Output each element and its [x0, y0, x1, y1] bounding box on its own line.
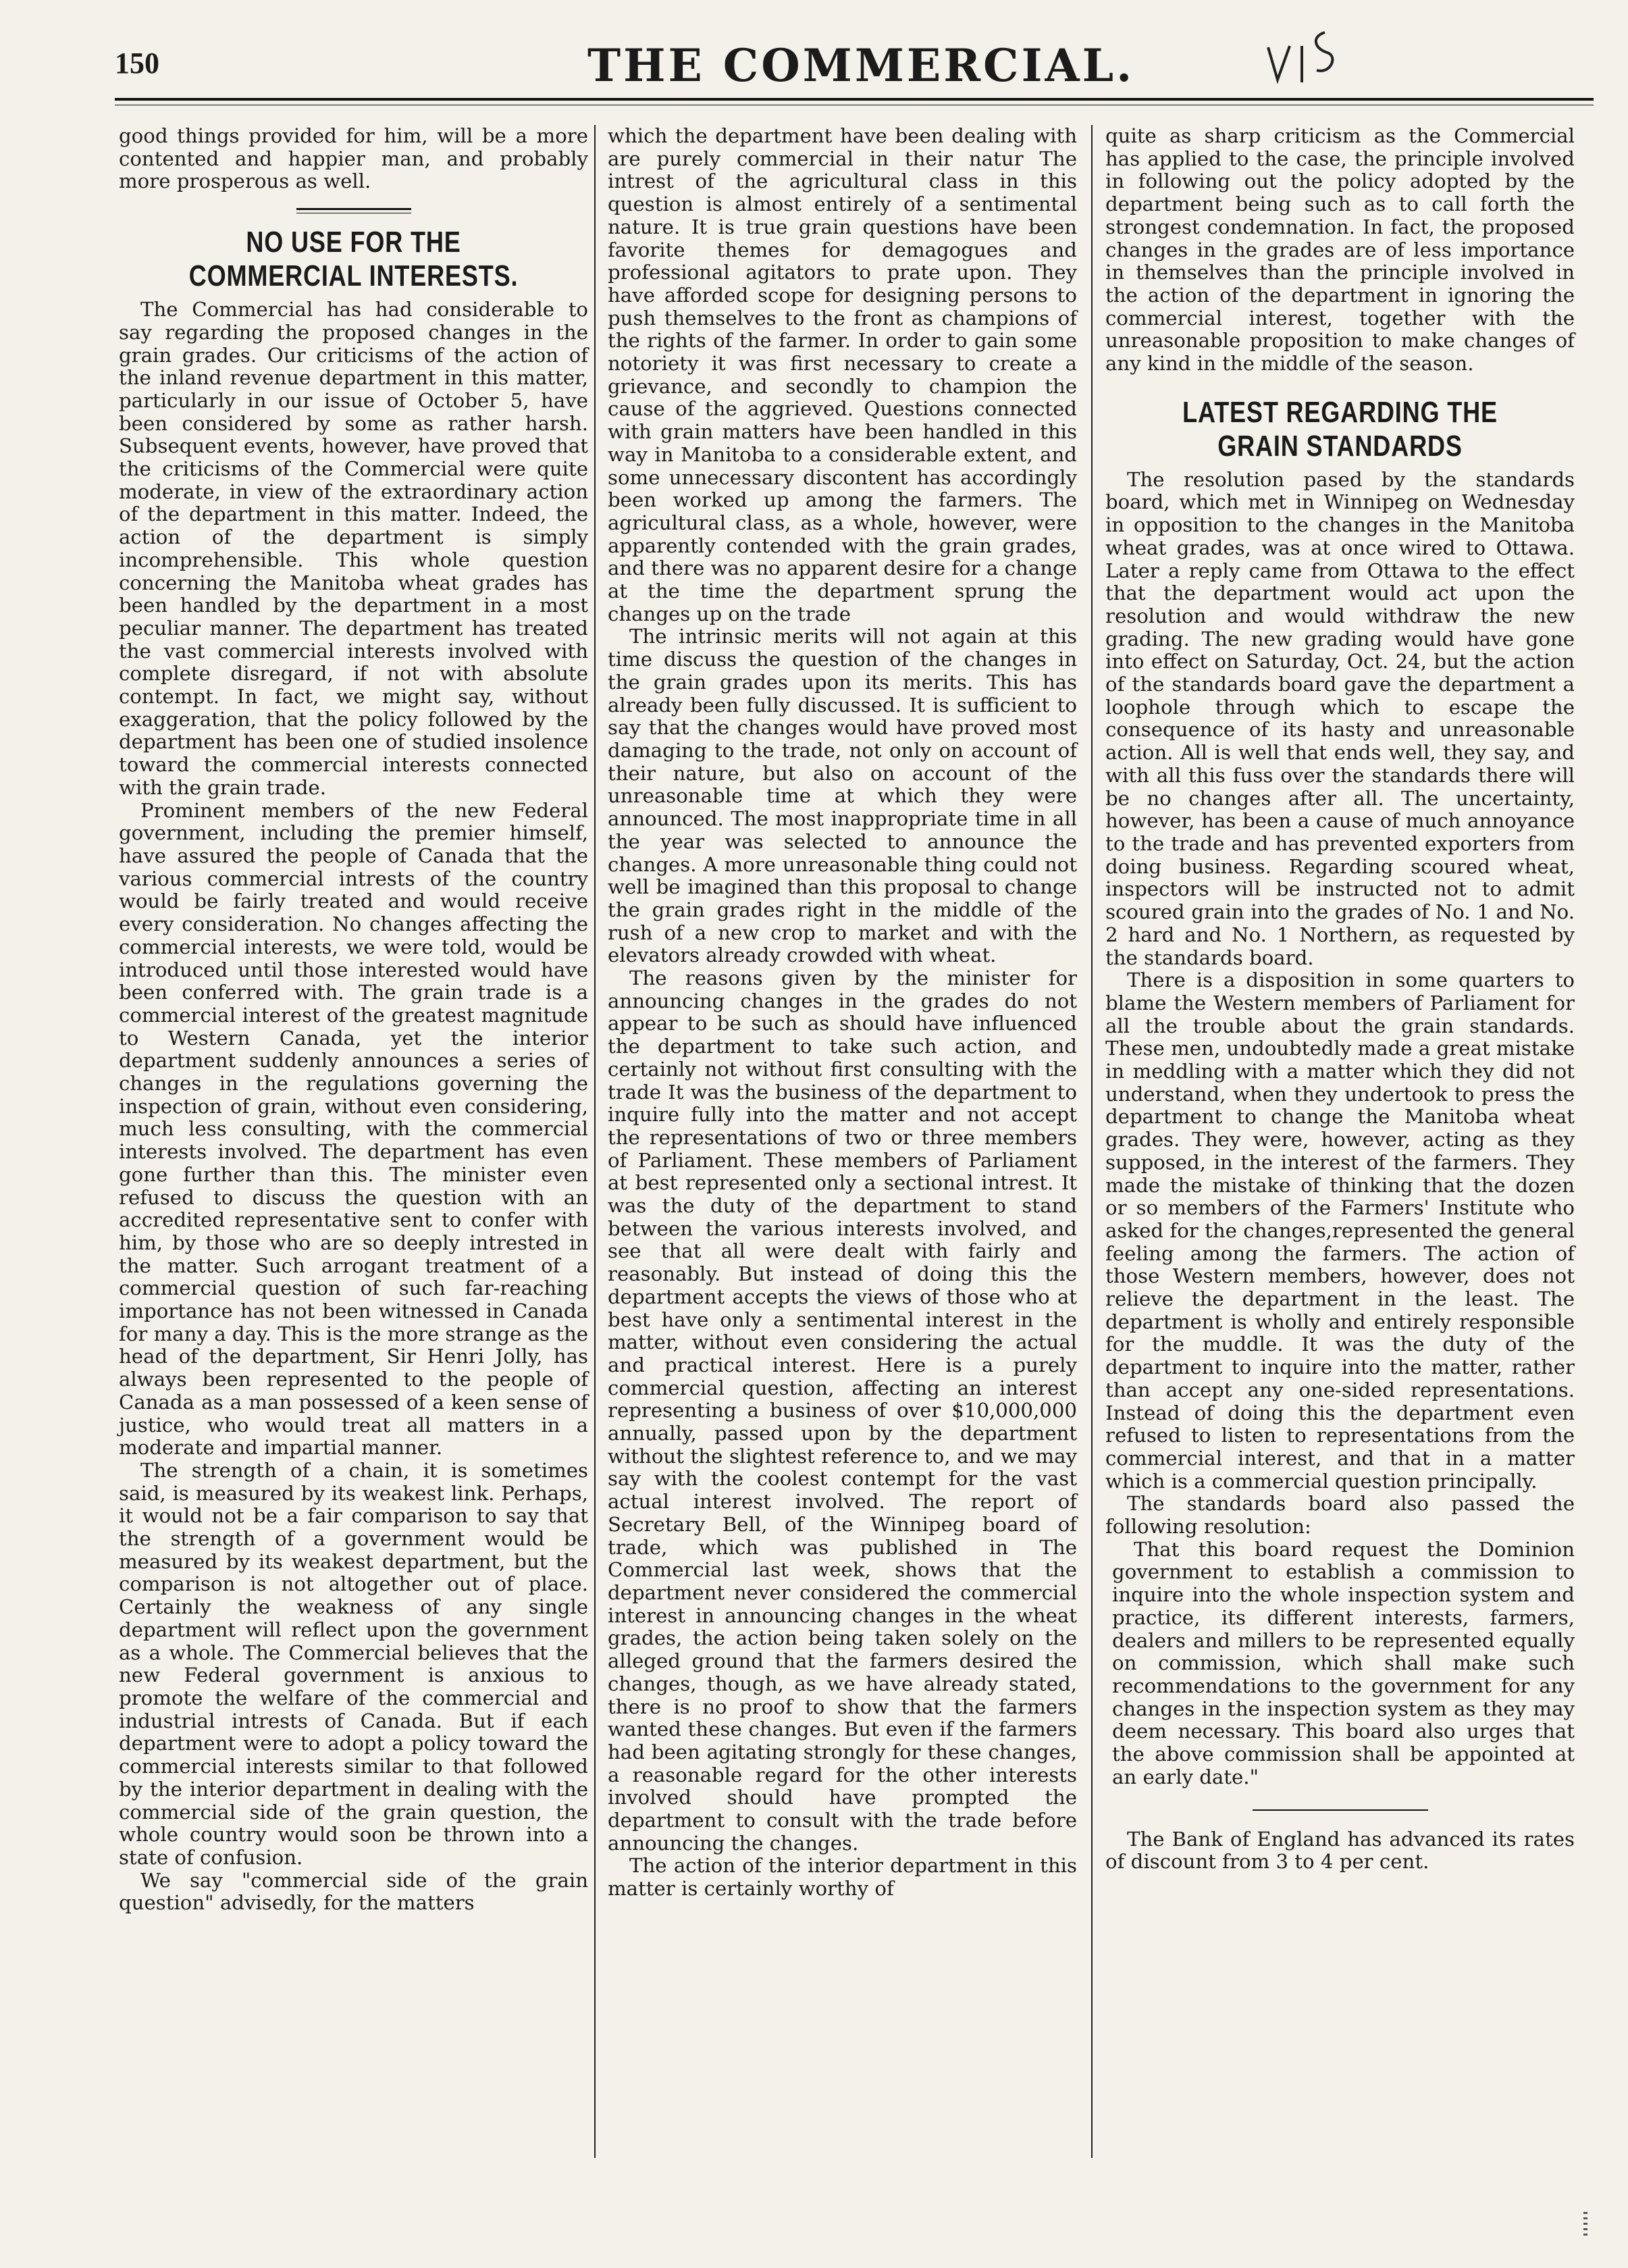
- paragraph: Prominent members of the new Federal government, including the premier himself, have assured the people of Canada that the various commercial intrests of the country would be fairly treated and would receive every consideration. No changes affecting the commercial interests, we were told, would be introduced until those interested would have been conferred with. The grain trade is a commercial interest of the greatest magnitude to Western Canada, yet the interior department suddenly announces a series of changes in the regulations governing the inspection of grain, without even considering, much less consulting, with the commercial interests involved. The department has even gone further than this. The minister even refused to discuss the question with an accredited representative sent to confer with him, by those who are so deeply intrested in the matter. Such arrogant treatment of a commercial question of such far-reaching importance has not been witnessed in Canada for many a day. This is the more strange as the head of the department, Sir Henri Jolly, has always been represented to the people of Canada as a man possessed of a keen sense of justice, who would treat all matters in a moderate and impartial manner.: [119, 798, 589, 1460]
- paragraph: The intrinsic merits will not again at this time discuss the question of the changes in the grain grades upon its merits. This has already been fully discussed. It is sufficient to say that the changes would have proved most damaging to the trade, not only on account of their nature, but also on account of the unreasonable time at which they were announced. The most inappropriate time in all the year was selected to announce the changes. A more unreasonable thing could not well be imagined than this proposal to change the grain grades right in the middle of the rush of a new crop to market and with the elevators already crowded with wheat.: [608, 625, 1077, 967]
- paragraph: The resolution pased by the standards board, which met in Winnipeg on Wednesday in opposition to the changes in the Manitoba wheat grades, was at once wired to Ottawa. Later a reply came from Ottawa to the effect that the department would act upon the resolution and would withdraw the new grading. The new grading would have gone into effect on Saturday, Oct. 24, but the action of the standards board gave the department a loophole through which to escape the consequence of its hasty and unreasonable action. All is well that ends well, they say, and with all this fuss over the standards there will be no changes after all. The uncertainty, however, has been a cause of much annoyance to the trade and has prevented exporters from doing business. Regarding scoured wheat, inspectors will be instructed not to admit scoured grain into the grades of No. 1 and No. 2 hard and No. 1 Northern, as requested by the standards board.: [1105, 467, 1575, 969]
- masthead: [115, 27, 1594, 95]
- article-separator: [296, 208, 411, 213]
- page-edge-marks: [1583, 2209, 1597, 2249]
- column-1: [119, 125, 588, 1915]
- column-divider: [594, 125, 596, 2158]
- column-3: [1105, 125, 1575, 1874]
- column-2: [608, 125, 1077, 1901]
- brief-bank-of-england: The Bank of England has advanced its rates of discount from 3 to 4 per cent.: [1105, 1827, 1575, 1874]
- resolution-quote: That this board request the Dominion government to establish a commission to inquire into the whole inspection system and practice, its different interests, farmers, dealers and millers to be represented equally on commission, which shall make such recommendations to the government for any changes in the inspection system as they may deem necessary. This board also urges that the above commission shall be appointed at an early date.": [1112, 1537, 1575, 1788]
- paragraph: The Commercial has had considerable to say regarding the proposed changes in the grain grades. Our criticisms of the action of the inland revenue department in this matter, particularly in our issue of October 5, have been considered by some as rather harsh. Subsequent events, however, have proved that the criticisms of the Commercial were quite moderate, in view of the extraordinary action of the department in this matter. Indeed, the action of the department is simply incomprehensible. This whole question concerning the Manitoba wheat grades has been handled by the department in a most peculiar manner. The department has treated the vast commercial interests involved with complete disregard, if not with absolute contempt. In fact, we might say, without exaggeration, that the policy followed by the department has been one of studied insolence toward the commercial interests connected with the grain trade.: [119, 298, 588, 799]
- paragraph: The reasons given by the minister for announcing changes in the grades do not appear to be such as should have influenced the department to take such action, and certainly not without first consulting with the trade It was the business of the department to inquire fully into the matter and not accept the representations of two or three members of Parliament. These members of Parliament at best represented only a sectional intrest. It was the duty of the department to stand between the various interests involved, and see that all were dealt with fairly and reasonably. But instead of doing this the department accepts the views of those who at best have only a sentimental interest in the matter, without even considering the actual and practical interest. Here is a purely commercial question, affecting an interest representing a business of over $10,000,000 annually, passed upon by the department without the slightest reference to, and we may say with the coolest contempt for the vast actual interest involved. The report of Secretary Bell, of the Winnipeg board of trade, which was published in The Commercial last week, shows that the department never considered the commercial interest in announcing changes in the wheat grades, the action being taken solely on the alleged ground that the farmers desired the changes, though, as we have already stated, there is no proof to show that the farmers wanted these changes. But even if the farmers had been agitating strongly for these changes, a reasonable regard for the other interests involved should have prompted the department to consult with the trade before announcing the changes.: [608, 967, 1077, 1855]
- column-divider: [1091, 125, 1093, 2158]
- headline-latest-regarding-grain-standards: LATEST REGARDING THE GRAIN STANDARDS: [1182, 395, 1498, 463]
- newspaper-title: THE COMMERCIAL.: [587, 39, 1135, 92]
- paragraph: The action of the interior department in this matter is certainly worthy of: [608, 1854, 1077, 1901]
- handwritten-annotation: [1263, 27, 1344, 91]
- paragraph: The standards board also passed the following resolution:: [1105, 1492, 1575, 1539]
- headline-no-use-for-commercial-interests: NO USE FOR THE COMMERCIAL INTERESTS.: [188, 226, 519, 293]
- paragraph: There is a disposition in some quarters to blame the Western members of Parliament for all the trouble about the grain standards. These men, undoubtedly made a great mistake in meddling with a matter which they did not understand, when they undertook to press the department to change the Manitoba wheat grades. They were, however, acting as they supposed, in the interest of the farmers. They made the mistake of thinking that the dozen or so members of the Farmers' Institute who asked for the changes,represented the general feeling among the farmers. The action of those Western members, however, does not relieve the department in the least. The department is wholly and entirely responsible for the muddle. It was the duty of the department to inquire into the matter, rather than accept any one-sided representations. Instead of doing this the department even refused to listen to representations from the commercial interest, and that in a matter which is a commercial question principally.: [1105, 969, 1575, 1493]
- paragraph: The strength of a chain, it is sometimes said, is measured by its weakest link. Perhaps, it would not be a fair comparison to say that the strength of a government would be measured by its weakest department, but the comparison is not altogether out of place. Certainly the weakness of any single department will reflect upon the government as a whole. The Commercial believes that the new Federal government is anxious to promote the welfare of the commercial and industrial intrests of Canada. But if each department were to adopt a policy toward the commercial interests similar to that followed by the interior department in dealing with the commercial side of the grain question, the whole country would soon be thrown into a state of confusion.: [119, 1458, 588, 1869]
- paragraph: which the department have been dealing with are purely commercial in their natur The intrest of the agricultural class in this question is almost entirely of a sentimental nature. It is true grain questions have been favorite themes for demagogues and professional agitators to prate upon. They have afforded scope for designing persons to push themselves to the front as champions of the rights of the farmer. In order to gain some notoriety it was first necessary to create a grievance, and secondly to champion the cause of the aggrieved. Questions connected with grain matters have been handled in this way in Manitoba to a considerable extent, and some unnecessary discontent has accordingly been worked up among the farmers. The agricultural class, as a whole, however, were apparently contended with the grain grades, and there was no apparent desire for a change at the time the department sprung the changes up on the trade: [608, 124, 1077, 625]
- paragraph: quite as sharp criticism as the Commercial has applied to the case, the principle involved in following out the policy adopted by the department being such as to call forth the strongest condemnation. In fact, the proposed changes in the grades are of less importance in themselves than the principle involved in the action of the department in ignoring the commercial interest, together with the unreasonable proposition to make changes of any kind in the middle of the season.: [1105, 124, 1575, 376]
- article-separator: [1253, 1809, 1428, 1811]
- paragraph: We say "commercial side of the grain question" advisedly, for the matters: [119, 1868, 588, 1915]
- paragraph: good things provided for him, will be a more contented and happier man, and probably more prosperous as well.: [119, 124, 588, 193]
- masthead-rule: [115, 98, 1594, 101]
- page-number: 150: [115, 47, 159, 80]
